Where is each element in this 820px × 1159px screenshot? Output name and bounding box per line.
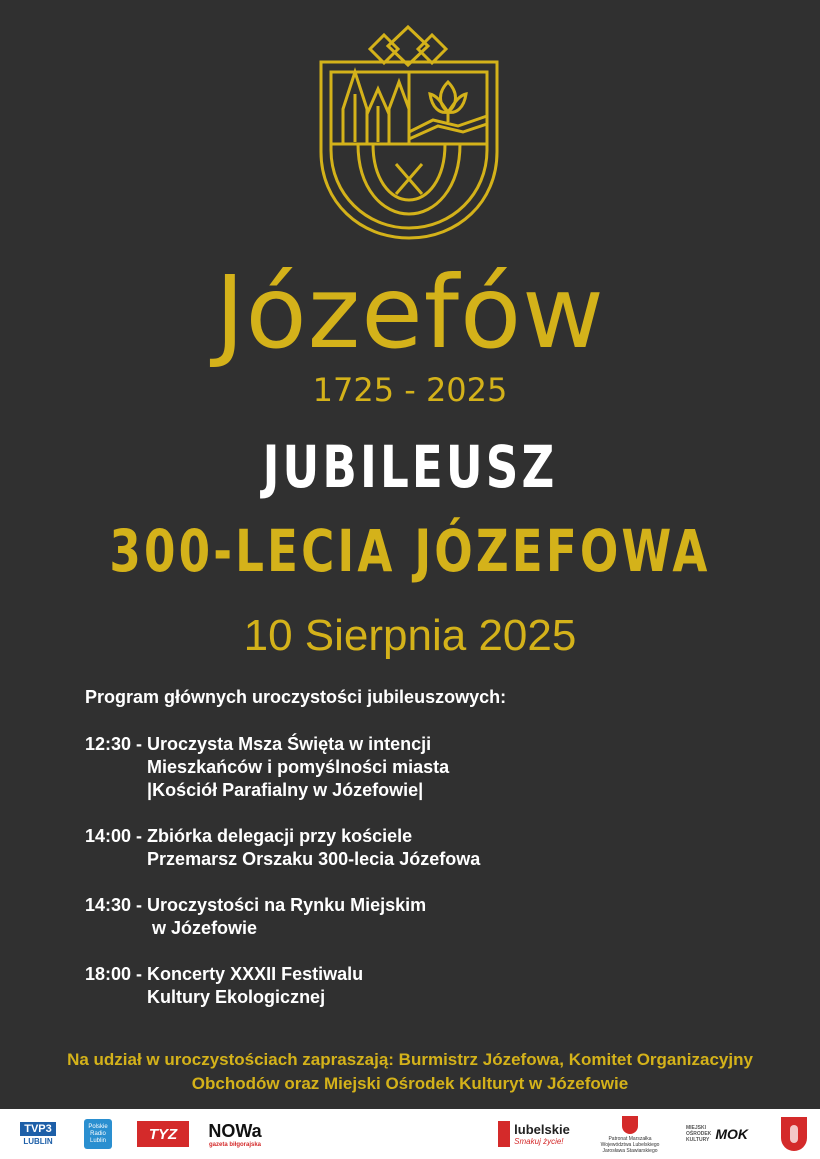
jozefow-crest-icon bbox=[318, 24, 500, 242]
event-line: Przemarsz Orszaku 300-lecia Józefowa bbox=[147, 849, 481, 869]
radio-logo-text: Polskie Radio Lublin bbox=[88, 1123, 108, 1144]
event-time: 12:30 - bbox=[85, 734, 148, 754]
program-section bbox=[85, 686, 765, 1032]
event-line: Zbiórka delegacji przy kościele bbox=[147, 826, 413, 846]
invitation-line: Na udział w uroczystościach zapraszają: Burmistrz Józefowa, Komitet Organizacyjny bbox=[67, 1050, 753, 1069]
event-time: 18:00 - bbox=[85, 964, 148, 984]
event-line: w Józefowie bbox=[147, 918, 258, 938]
lubelskie-logo-sub: Smakuj życie! bbox=[514, 1137, 564, 1146]
nowa-logo-sub: gazeta biłgorajska bbox=[208, 1141, 262, 1148]
sponsor-footer bbox=[0, 1109, 820, 1159]
mok-logo bbox=[686, 1123, 748, 1145]
lubelskie-mark-icon bbox=[498, 1121, 510, 1147]
nowa-logo-main: NOWa bbox=[208, 1120, 262, 1141]
event-line: |Kościół Parafialny w Józefowie| bbox=[147, 780, 424, 800]
jozefow-coat-of-arms-icon bbox=[781, 1117, 807, 1151]
lubelskie-logo bbox=[494, 1119, 574, 1149]
event-line: Kultury Ekologicznej bbox=[147, 987, 326, 1007]
event-line: Uroczysta Msza Święta w intencji bbox=[147, 734, 432, 754]
mok-logo-small: MIEJSKI OŚRODEK KULTURY bbox=[686, 1125, 712, 1143]
program-event bbox=[85, 963, 765, 1009]
nowa-gazeta-logo bbox=[206, 1120, 264, 1148]
lubelskie-logo-main: lubelskie bbox=[514, 1122, 570, 1137]
program-event bbox=[85, 733, 765, 802]
event-line: Mieszkańców i pomyślności miasta bbox=[147, 757, 450, 777]
program-event bbox=[85, 894, 765, 940]
town-name-title: Józefów bbox=[215, 254, 605, 371]
event-time: 14:00 - bbox=[85, 826, 148, 846]
tvp3-lublin-logo bbox=[14, 1120, 62, 1148]
tvp-logo-sub: LUBLIN bbox=[23, 1137, 53, 1146]
program-heading: Program głównych uroczystości jubileuszowych: bbox=[85, 687, 507, 707]
tyz-logo-text: TYZ bbox=[148, 1125, 178, 1143]
anniversary-years: 1725 - 2025 bbox=[312, 371, 508, 409]
jubilee-heading: JUBILEUSZ bbox=[262, 433, 558, 501]
mok-logo-main: MOK bbox=[715, 1126, 748, 1142]
anniversary-heading: 300-LECIA JÓZEFOWA bbox=[109, 517, 711, 585]
invitation-text bbox=[0, 1048, 820, 1096]
deer-shield-icon bbox=[622, 1116, 638, 1134]
tygodnik-zamojski-logo bbox=[137, 1121, 189, 1147]
herb-figure-icon bbox=[790, 1125, 798, 1143]
event-line: Koncerty XXXII Festiwalu bbox=[147, 964, 364, 984]
tvp-logo-main: TVP3 bbox=[20, 1122, 56, 1136]
event-time: 14:30 - bbox=[85, 895, 148, 915]
invitation-line: Obchodów oraz Miejski Ośrodek Kulturyt w Józefowie bbox=[191, 1074, 629, 1093]
radio-lublin-logo bbox=[84, 1119, 112, 1149]
patronat-text: Patronat Marszałka Województwa Lubelskiego Jarosława Stawiarskiego bbox=[600, 1136, 660, 1154]
program-event bbox=[85, 825, 765, 871]
event-date: 10 Sierpnia 2025 bbox=[243, 611, 577, 660]
patronat-marszalka-logo bbox=[600, 1115, 660, 1155]
event-line: Uroczystości na Rynku Miejskim bbox=[147, 895, 427, 915]
